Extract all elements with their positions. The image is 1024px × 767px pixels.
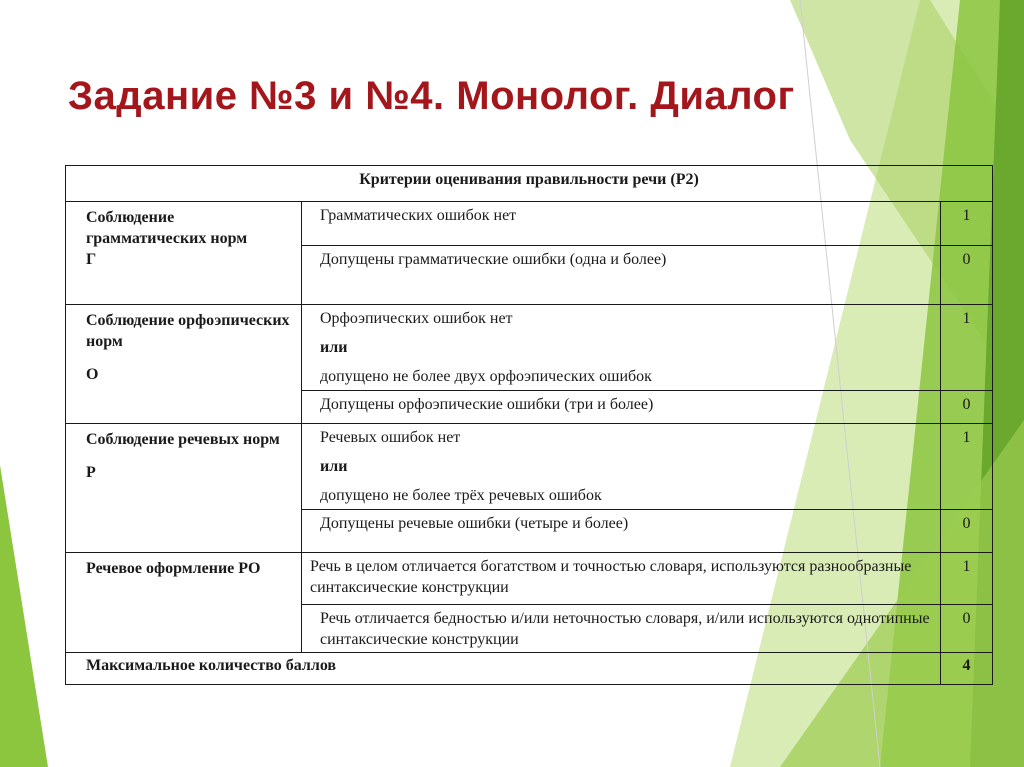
table-header: Критерии оценивания правильности речи (Р2) [66, 166, 993, 202]
level-text: Орфоэпических ошибок нет [320, 310, 513, 327]
table-footer-row [66, 653, 993, 685]
criterion-name: Соблюдение грамматических норм [86, 209, 248, 247]
level-score: 1 [941, 202, 993, 246]
table-row [66, 424, 993, 510]
level-score: 0 [941, 246, 993, 305]
slide-title: Задание №3 и №4. Монолог. Диалог [68, 74, 795, 118]
level-description: Грамматических ошибок нет [302, 202, 941, 246]
level-description: Допущены грамматические ошибки (одна и более) [302, 246, 941, 305]
criterion-code: О [86, 365, 99, 383]
level-score: 0 [941, 510, 993, 553]
criterion-name: Соблюдение речевых норм [86, 431, 280, 448]
table-row [66, 553, 993, 605]
max-score-label: Максимальное количество баллов [66, 653, 941, 685]
level-score: 1 [941, 424, 993, 510]
table-header-row [66, 166, 993, 202]
criterion-cell [66, 202, 302, 305]
level-score: 0 [941, 391, 993, 424]
table-row [66, 305, 993, 391]
level-description: Допущены орфоэпические ошибки (три и более) [302, 391, 941, 424]
criterion-cell [66, 424, 302, 553]
criterion-code: Г [86, 250, 97, 268]
level-description: Допущены речевые ошибки (четыре и более) [302, 510, 941, 553]
or-connector: или [320, 338, 348, 356]
criterion-name: Соблюдение орфоэпических норм [86, 312, 290, 350]
criterion-name: Речевое оформление РО [86, 560, 261, 577]
level-score: 1 [941, 305, 993, 391]
level-text-alt: допущено не более двух орфоэпических ошибок [320, 367, 652, 385]
level-score: 0 [941, 605, 993, 653]
level-description: Речь отличается бедностью и/или неточностью словаря, и/или используются однотипные синтаксические конструкции [302, 605, 941, 653]
level-description: Речь в целом отличается богатством и точностью словаря, используются разнообразные синтаксические конструкции [302, 553, 941, 605]
criteria-table [65, 165, 993, 685]
level-score: 1 [941, 553, 993, 605]
level-text: Речевых ошибок нет [320, 429, 461, 446]
criterion-cell [66, 305, 302, 424]
level-text-alt: допущено не более трёх речевых ошибок [320, 486, 602, 504]
max-score-value: 4 [941, 653, 993, 685]
criterion-cell [66, 553, 302, 653]
level-description [302, 305, 941, 391]
level-description [302, 424, 941, 510]
green-band-left [0, 465, 48, 767]
criterion-code: Р [86, 463, 96, 481]
or-connector: или [320, 457, 348, 475]
table-row [66, 202, 993, 246]
